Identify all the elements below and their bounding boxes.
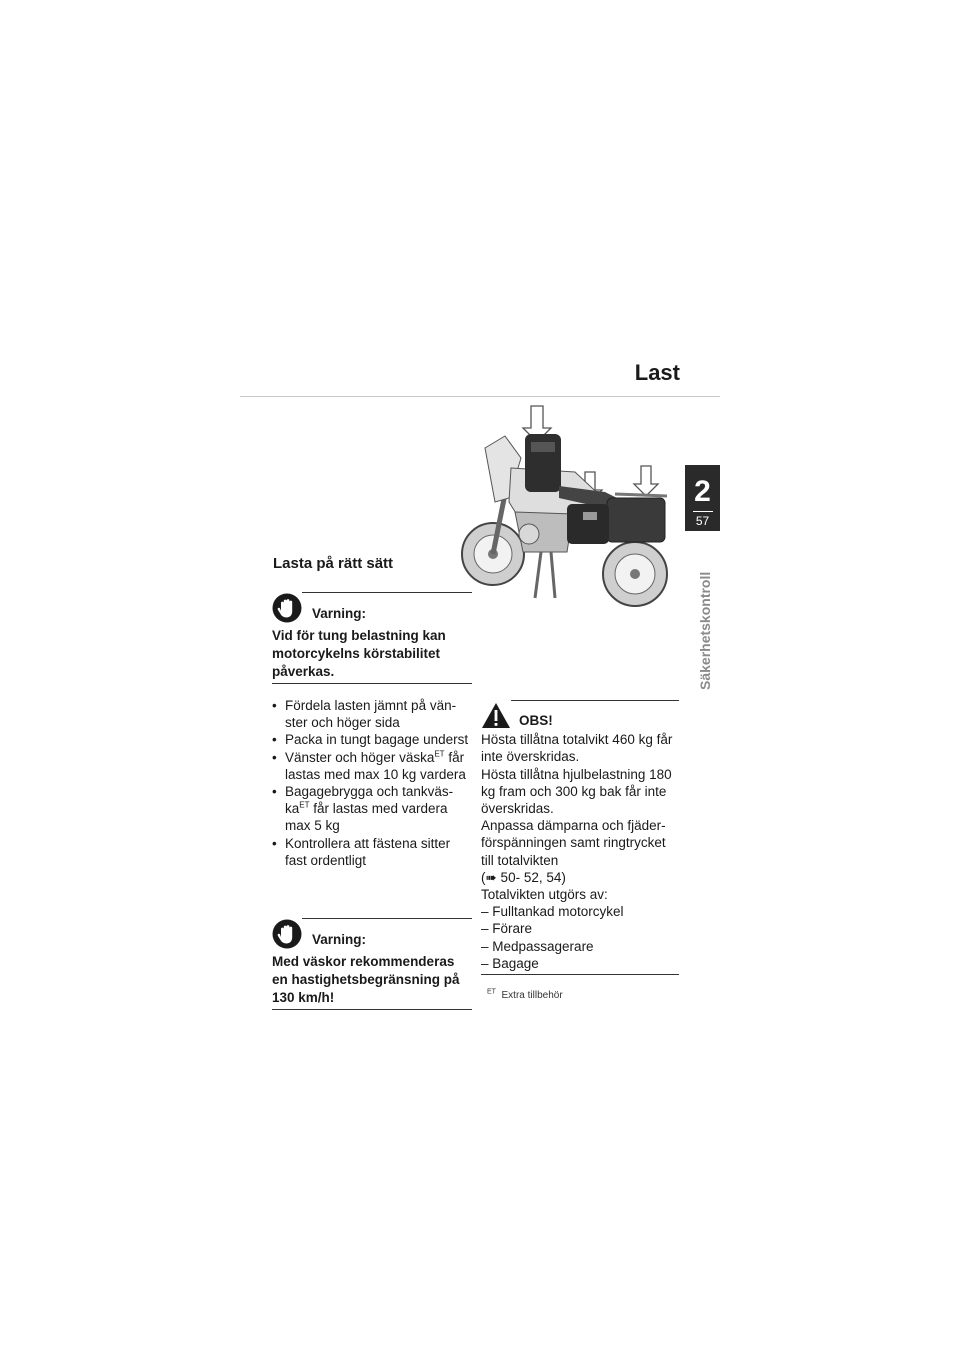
stop-hand-icon	[272, 919, 302, 949]
list-item: • Vänster och höger väska$^{ET}$ får lastas med max 10 kg vardera	[272, 749, 474, 783]
list-item: • Bagagebrygga och tankväs-$ka^{ET}$ får lastas med vardera max 5 kg	[272, 783, 474, 835]
warning-header	[272, 592, 472, 623]
footnote	[487, 990, 563, 1001]
caution-triangle-icon	[481, 702, 511, 729]
warning-box	[272, 590, 472, 684]
note-label: OBS!	[519, 713, 553, 728]
stop-hand-icon	[272, 593, 302, 623]
note-bottom-rule	[481, 974, 679, 975]
note-box	[481, 700, 679, 975]
note-body	[481, 731, 679, 972]
warning-bottom-rule	[272, 1009, 472, 1010]
list-item: • Packa in tungt bagage underst	[272, 731, 474, 748]
load-arrow-icon	[634, 466, 658, 496]
list-item: • Kontrollera att fästena sitter fast ordentligt	[272, 835, 474, 869]
warning-text: Med väskor rekommenderas en hastighetsbegränsning på 130 km/h!	[272, 954, 460, 1005]
chapter-tab-divider	[693, 511, 713, 512]
list-item: • Fördela lasten jämnt på vän-ster och höger sida	[272, 697, 474, 731]
note-line: – Fulltankad motorcykel	[481, 904, 624, 920]
note-line: Totalvikten utgörs av:	[481, 887, 608, 903]
warning-box	[272, 916, 472, 1010]
page-number: 57	[695, 514, 710, 528]
note-line: (➠ 50- 52, 54)	[481, 869, 566, 885]
note-line: – Förare	[481, 921, 533, 937]
note-line: – Bagage	[481, 955, 539, 971]
note-line: – Medpassagerare	[481, 938, 594, 954]
header-divider	[240, 396, 720, 397]
footnote-text: Extra tillbehör	[501, 990, 563, 1001]
footnote-marker: ET	[487, 988, 496, 996]
warning-label: Varning:	[312, 606, 367, 621]
warning-bottom-rule	[272, 683, 472, 684]
note-line: Anpassa dämparna och fjäder-förspänningen samt ringtrycket till totalvikten	[481, 818, 666, 868]
warning-header	[272, 918, 472, 949]
chapter-number: 2	[694, 475, 711, 508]
chapter-side-label: Säkerhetskontroll	[697, 571, 713, 690]
motorcycle-luggage-illustration	[455, 402, 677, 612]
note-line: Hösta tillåtna totalvikt 460 kg får inte överskridas.	[481, 732, 673, 765]
note-line: Hösta tillåtna hjulbelastning 180 kg fram och 300 kg bak får inte överskridas.	[481, 766, 672, 817]
page-title: Last	[634, 360, 680, 385]
note-header	[481, 700, 679, 729]
loading-instructions-list	[272, 697, 474, 869]
chapter-tab	[685, 465, 720, 531]
warning-label: Varning:	[312, 932, 367, 947]
warning-text: Vid för tung belastning kan motorcykelns körstabilitet påverkas.	[272, 628, 446, 679]
section-heading: Lasta på rätt sätt	[273, 555, 394, 572]
